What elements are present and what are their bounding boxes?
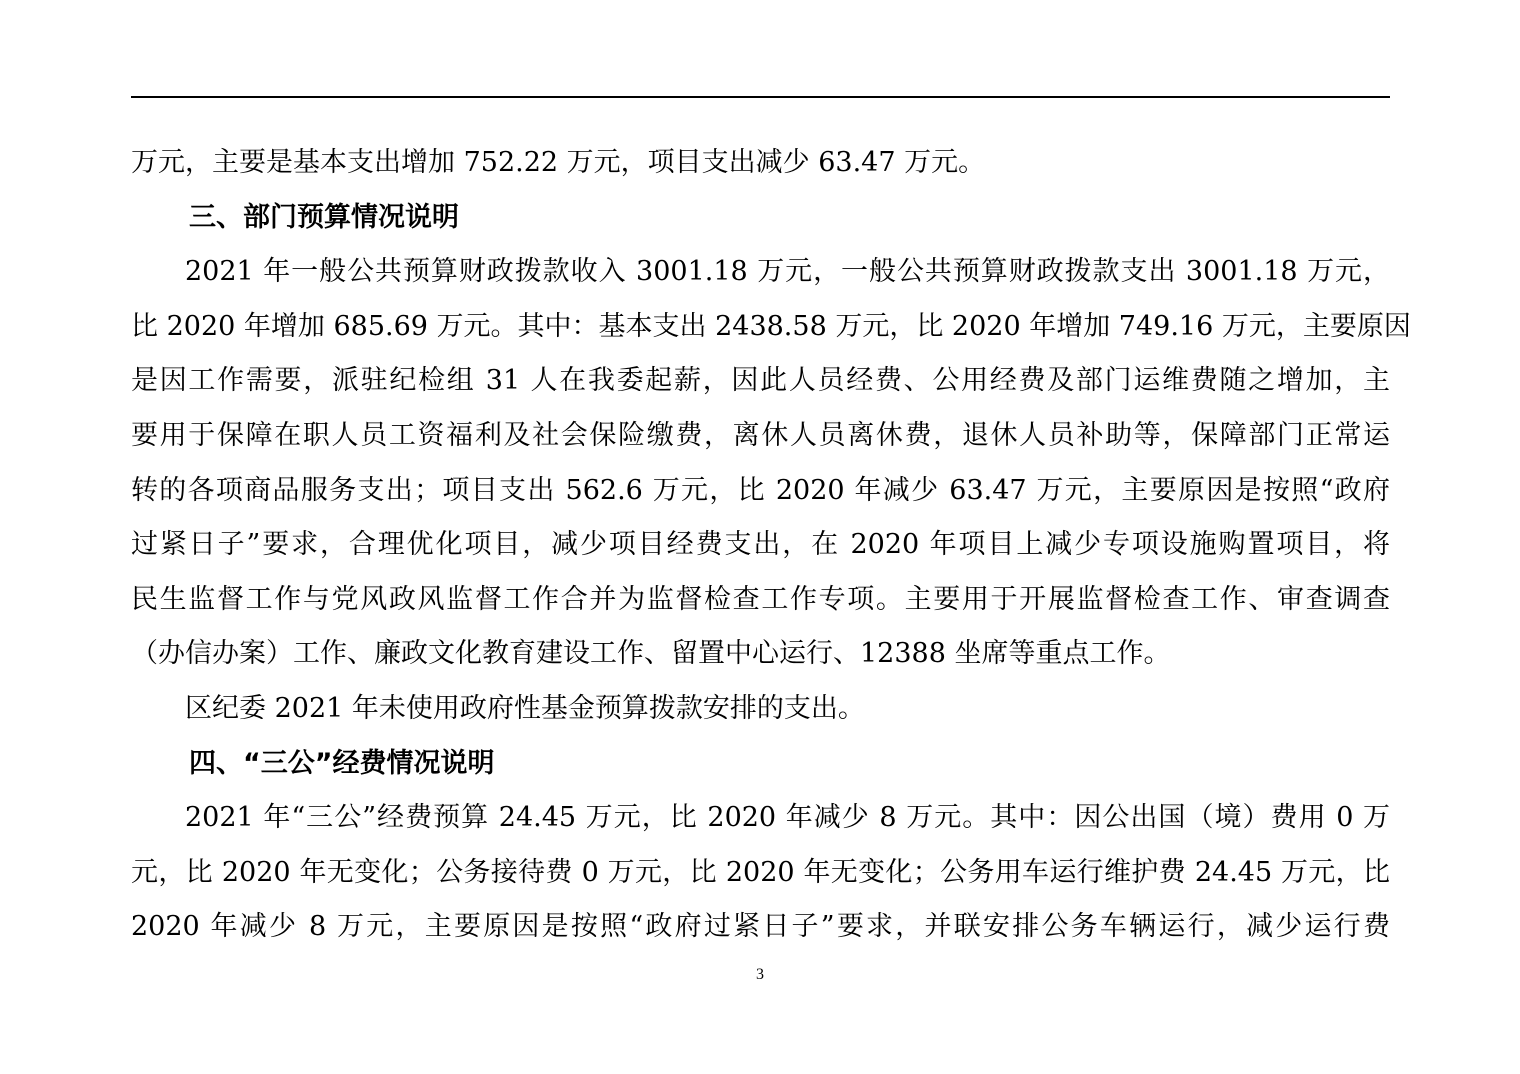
section-heading-three-public: 四、“三公”经费情况说明: [189, 747, 495, 779]
paragraph-line: 是因工作需要，派驻纪检组 31 人在我委起薪，因此人员经费、公用经费及部门运维费随之增加，主: [131, 365, 1390, 397]
paragraph-line: 过紧日子”要求，合理优化项目，减少项目经费支出，在 2020 年项目上减少专项设施购置项目，将: [131, 529, 1390, 561]
paragraph-line: （办信办案）工作、廉政文化教育建设工作、留置中心运行、12388 坐席等重点工作。: [131, 638, 1171, 670]
paragraph-line: 要用于保障在职人员工资福利及社会保险缴费，离休人员离休费，退休人员补助等，保障部门正常运: [131, 419, 1390, 451]
paragraph-line: 2021 年“三公”经费预算 24.45 万元，比 2020 年减少 8 万元。其中：因公出国（境）费用 0 万: [185, 802, 1390, 834]
header-rule: [131, 96, 1390, 98]
paragraph-line: 比 2020 年增加 685.69 万元。其中：基本支出 2438.58 万元，比 2020 年增加 749.16 万元，主要原因: [131, 310, 1411, 342]
paragraph-line: 万元，主要是基本支出增加 752.22 万元，项目支出减少 63.47 万元。: [131, 147, 986, 178]
paragraph-line: 民生监督工作与党风政风监督工作合并为监督检查工作专项。主要用于开展监督检查工作、审查调查: [131, 583, 1390, 615]
section-heading-budget: 三、部门预算情况说明: [189, 201, 459, 233]
paragraph-line: 元，比 2020 年无变化；公务接待费 0 万元，比 2020 年无变化；公务用车运行维护费 24.45 万元，比: [131, 856, 1390, 888]
body-text: [131, 136, 1411, 955]
paragraph-line: 区纪委 2021 年未使用政府性基金预算拨款安排的支出。: [185, 692, 865, 724]
paragraph-line: 转的各项商品服务支出；项目支出 562.6 万元，比 2020 年减少 63.47 万元，主要原因是按照“政府: [131, 474, 1390, 506]
page-number: 3: [756, 966, 764, 983]
paragraph-line: 2021 年一般公共预算财政拨款收入 3001.18 万元，一般公共预算财政拨款支出 3001.18 万元，: [185, 256, 1390, 288]
paragraph-line: 2020 年减少 8 万元，主要原因是按照“政府过紧日子”要求，并联安排公务车辆运行，减少运行费: [131, 911, 1390, 943]
